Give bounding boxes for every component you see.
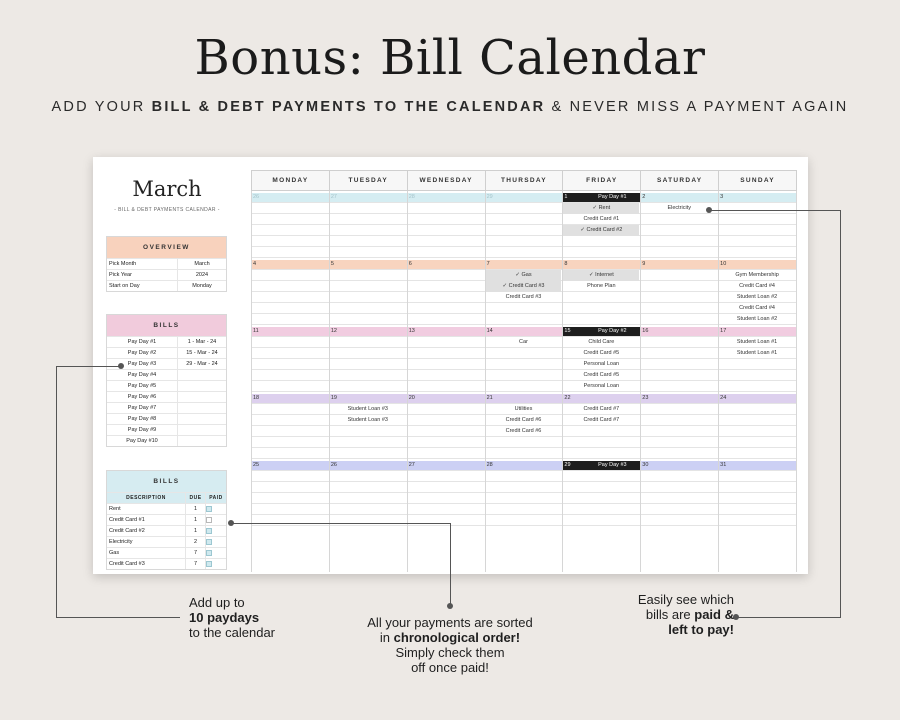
date-number: 2 <box>642 194 646 200</box>
payday-date[interactable] <box>177 425 226 435</box>
grid-line <box>251 235 796 236</box>
payday-label: Pay Day #6 <box>127 394 157 400</box>
column-divider <box>329 191 330 572</box>
column-divider <box>718 191 719 572</box>
day-header-thursday: THURSDAY <box>485 170 564 191</box>
bill-description: Credit Card #3 <box>109 561 145 567</box>
bill-description: Credit Card #1 <box>109 517 145 523</box>
bill-row <box>107 536 226 547</box>
payment-entry[interactable]: Credit Card #4 <box>739 305 775 311</box>
payday-label: Pay Day #1 <box>127 339 157 345</box>
payday-label: Pay Day #3 <box>598 462 627 468</box>
date-number: 26 <box>330 462 337 468</box>
date-number: 7 <box>486 261 490 267</box>
column-divider <box>640 191 641 572</box>
date-number: 4 <box>253 261 257 267</box>
bill-description: Gas <box>109 550 120 556</box>
payday-row <box>107 336 226 347</box>
grid-line <box>251 380 796 381</box>
payment-entry[interactable]: Gym Membership <box>735 272 779 278</box>
grid-line <box>251 492 796 493</box>
bill-due-day: 2 <box>185 537 205 547</box>
due-column-header: DUE <box>185 493 205 503</box>
payday-row <box>107 358 226 369</box>
payday-date[interactable]: 29 - Mar - 24 <box>177 359 226 369</box>
grid-line <box>251 369 796 370</box>
date-number: 11 <box>253 328 259 334</box>
grid-line <box>251 447 796 448</box>
calendar-subtitle: - BILL & DEBT PAYMENTS CALENDAR - <box>114 207 220 213</box>
payment-entry[interactable]: Student Loan #3 <box>347 406 388 412</box>
payday-row <box>107 347 226 358</box>
payday-label: Pay Day #7 <box>127 405 157 411</box>
day-header-wednesday: WEDNESDAY <box>407 170 486 191</box>
payday-label: Pay Day #9 <box>127 427 157 433</box>
grid-line <box>251 514 796 515</box>
paid-checkbox[interactable] <box>206 517 212 523</box>
grid-line <box>251 324 796 325</box>
paid-connector-line <box>709 210 840 211</box>
overview-value[interactable]: March <box>177 259 226 269</box>
month-title: March <box>132 177 202 201</box>
column-divider <box>562 191 563 572</box>
payday-label: Pay Day #4 <box>127 372 157 378</box>
overview-value[interactable]: 2024 <box>177 270 226 280</box>
day-header-sunday: SUNDAY <box>718 170 797 191</box>
date-number: 30 <box>642 462 649 468</box>
bill-paid-cell <box>205 559 226 569</box>
payday-row <box>107 435 226 446</box>
payday-label: Pay Day #2 <box>598 328 627 334</box>
payment-entry[interactable]: Electricity <box>667 205 691 211</box>
payment-entry[interactable]: Credit Card #3 <box>505 294 542 300</box>
payday-date[interactable] <box>177 392 226 402</box>
paid-checkbox[interactable] <box>206 528 212 534</box>
grid-line <box>251 257 796 258</box>
grid-line <box>251 224 796 225</box>
column-divider <box>796 191 797 572</box>
payment-entry[interactable]: Phone Plan <box>587 283 616 289</box>
bill-paid-cell <box>205 526 226 536</box>
payday-date[interactable] <box>177 403 226 413</box>
payment-entry[interactable]: Credit Card #4 <box>739 283 775 289</box>
date-number: 21 <box>486 395 493 401</box>
date-number: 28 <box>486 462 493 468</box>
bill-paid-cell <box>205 504 226 514</box>
bill-due-day: 1 <box>185 526 205 536</box>
page-subheadline: ADD YOUR BILL & DEBT PAYMENTS TO THE CALENDAR & NEVER MISS A PAYMENT AGAIN <box>51 99 849 115</box>
overview-label: Pick Month <box>109 261 137 267</box>
bill-due-day: 1 <box>185 515 205 525</box>
overview-row <box>107 258 226 269</box>
overview-header: OVERVIEW <box>107 237 226 258</box>
payment-entry[interactable]: Student Loan #1 <box>736 339 778 345</box>
payment-entry[interactable]: ✓ Credit Card #2 <box>563 225 639 236</box>
checkbox-connector-line <box>232 523 451 524</box>
date-number: 6 <box>408 261 412 267</box>
payday-date[interactable] <box>177 381 226 391</box>
payment-entry[interactable]: Credit Card #1 <box>583 216 620 222</box>
date-number: 10 <box>720 261 727 267</box>
overview-row <box>107 280 226 291</box>
bill-due-day: 1 <box>185 504 205 514</box>
payday-label: Pay Day #2 <box>127 350 157 356</box>
description-column-header: DESCRIPTION <box>126 495 166 501</box>
payday-marker <box>562 193 640 202</box>
payday-row <box>107 402 226 413</box>
grid-line <box>251 246 796 247</box>
payday-marker <box>562 327 640 336</box>
paid-connector-line <box>840 210 841 618</box>
date-number: 22 <box>564 395 571 401</box>
overview-label: Start on Day <box>109 283 140 289</box>
paydays-panel <box>106 314 227 447</box>
payday-label: Pay Day #10 <box>126 438 158 444</box>
paydays-header: BILLS <box>107 315 226 336</box>
payment-entry[interactable]: Credit Card #6 <box>505 417 542 423</box>
date-number: 5 <box>330 261 334 267</box>
payment-entry[interactable]: Student Loan #1 <box>736 350 778 356</box>
bill-due-day: 7 <box>185 559 205 569</box>
payment-entry[interactable]: Utilities <box>514 406 533 412</box>
grid-line <box>251 470 796 471</box>
payday-label: Pay Day #1 <box>598 194 627 200</box>
payday-date[interactable]: 1 - Mar - 24 <box>177 337 226 347</box>
column-divider <box>251 191 252 572</box>
bills-column-headers <box>107 492 226 503</box>
overview-row <box>107 269 226 280</box>
bill-row <box>107 547 226 558</box>
day-header-tuesday: TUESDAY <box>329 170 408 191</box>
payday-label: Pay Day #3 <box>127 361 157 367</box>
date-number: 19 <box>330 395 337 401</box>
grid-line <box>251 503 796 504</box>
column-divider <box>485 191 486 572</box>
payday-row <box>107 369 226 380</box>
payday-date[interactable] <box>177 414 226 424</box>
payment-entry[interactable]: Student Loan #3 <box>347 417 388 423</box>
payment-entry[interactable]: Child Care <box>588 339 615 345</box>
date-number: 3 <box>720 194 724 200</box>
payment-entry[interactable]: Credit Card #7 <box>583 417 620 423</box>
payment-entry[interactable]: ✓ Gas <box>486 270 562 281</box>
date-number: 28 <box>408 194 415 200</box>
grid-line <box>251 525 796 526</box>
date-number: 15 <box>564 328 571 334</box>
payday-row <box>107 380 226 391</box>
bill-description: Rent <box>109 506 121 512</box>
overview-label: Pick Year <box>109 272 132 278</box>
grid-line <box>251 481 796 482</box>
date-number: 14 <box>486 328 493 334</box>
date-number: 20 <box>408 395 415 401</box>
paydays-connector-line <box>56 366 57 618</box>
bill-row <box>107 503 226 514</box>
paid-checkbox[interactable] <box>206 550 212 556</box>
date-number: 29 <box>564 462 571 468</box>
page-headline: Bonus: Bill Calendar <box>194 30 706 86</box>
payment-entry[interactable]: Car <box>519 339 528 345</box>
paid-checkbox[interactable] <box>206 539 212 545</box>
date-number: 29 <box>486 194 493 200</box>
bill-paid-cell <box>205 537 226 547</box>
date-number: 27 <box>408 462 415 468</box>
paid-connector-line <box>738 617 841 618</box>
date-number: 25 <box>253 462 260 468</box>
payment-entry[interactable]: Credit Card #5 <box>583 372 620 378</box>
paid-checkbox[interactable] <box>206 561 212 567</box>
payday-date[interactable] <box>177 370 226 380</box>
bill-row <box>107 525 226 536</box>
day-header-monday: MONDAY <box>251 170 330 191</box>
payment-entry[interactable]: ✓ Internet <box>563 270 639 281</box>
payment-entry[interactable]: Student Loan #2 <box>736 294 778 300</box>
paid-connector-dot <box>706 207 712 213</box>
date-number: 31 <box>720 462 727 468</box>
paydays-connector-line <box>56 617 180 618</box>
bill-row <box>107 558 226 569</box>
paydays-connector-dot <box>118 363 124 369</box>
checkbox-connector-line <box>450 523 451 606</box>
bill-due-day: 7 <box>185 548 205 558</box>
date-number: 24 <box>720 395 727 401</box>
date-number: 9 <box>642 261 646 267</box>
date-number: 26 <box>253 194 260 200</box>
bill-description: Credit Card #2 <box>109 528 145 534</box>
payday-label: Pay Day #5 <box>127 383 157 389</box>
date-number: 16 <box>642 328 649 334</box>
overview-value[interactable]: Monday <box>177 281 226 291</box>
date-number: 13 <box>408 328 415 334</box>
payday-row <box>107 413 226 424</box>
date-number: 23 <box>642 395 649 401</box>
bill-description: Electricity <box>109 539 133 545</box>
chronological-callout: All your payments are sorted in chronological order! Simply check them off once paid! <box>367 615 533 675</box>
payday-marker <box>562 461 640 470</box>
payday-date[interactable] <box>177 436 226 446</box>
bill-calendar-sheet <box>93 157 808 574</box>
bills-panel <box>106 470 227 570</box>
payment-entry[interactable]: Student Loan #2 <box>736 316 778 322</box>
checkbox-connector-dot <box>447 603 453 609</box>
paydays-callout: Add up to 10 paydays to the calendar <box>189 595 276 640</box>
overview-panel <box>106 236 227 292</box>
payment-entry[interactable]: Personal Loan <box>583 383 620 389</box>
payday-date[interactable]: 15 - Mar - 24 <box>177 348 226 358</box>
column-divider <box>407 191 408 572</box>
grid-line <box>251 391 796 392</box>
date-number: 12 <box>330 328 337 334</box>
paydays-connector-line <box>56 366 122 367</box>
date-number: 18 <box>253 395 260 401</box>
checkbox-connector-dot <box>228 520 234 526</box>
date-number: 1 <box>564 194 568 200</box>
day-header-friday: FRIDAY <box>562 170 641 191</box>
payment-entry[interactable]: Credit Card #5 <box>583 350 620 356</box>
bill-row <box>107 514 226 525</box>
date-number: 27 <box>330 194 337 200</box>
payment-entry[interactable]: Personal Loan <box>583 361 620 367</box>
payment-entry[interactable]: Credit Card #7 <box>583 406 620 412</box>
grid-line <box>251 358 796 359</box>
paid-column-header: PAID <box>205 493 226 503</box>
bills-header: BILLS <box>107 471 226 492</box>
grid-line <box>251 458 796 459</box>
calendar-grid <box>251 170 796 572</box>
payment-entry[interactable]: Credit Card #6 <box>505 428 542 434</box>
payday-row <box>107 391 226 402</box>
payday-label: Pay Day #8 <box>127 416 157 422</box>
payment-entry[interactable]: ✓ Rent <box>563 203 639 214</box>
bill-paid-cell <box>205 515 226 525</box>
payment-entry[interactable]: ✓ Credit Card #3 <box>486 281 562 292</box>
paid-status-callout: Easily see which bills are paid & left to pay! <box>637 592 734 637</box>
grid-line <box>251 313 796 314</box>
date-number: 17 <box>720 328 727 334</box>
payday-row <box>107 424 226 435</box>
date-number: 8 <box>564 261 568 267</box>
bill-paid-cell <box>205 548 226 558</box>
day-header-saturday: SATURDAY <box>640 170 719 191</box>
paid-checkbox[interactable] <box>206 506 212 512</box>
